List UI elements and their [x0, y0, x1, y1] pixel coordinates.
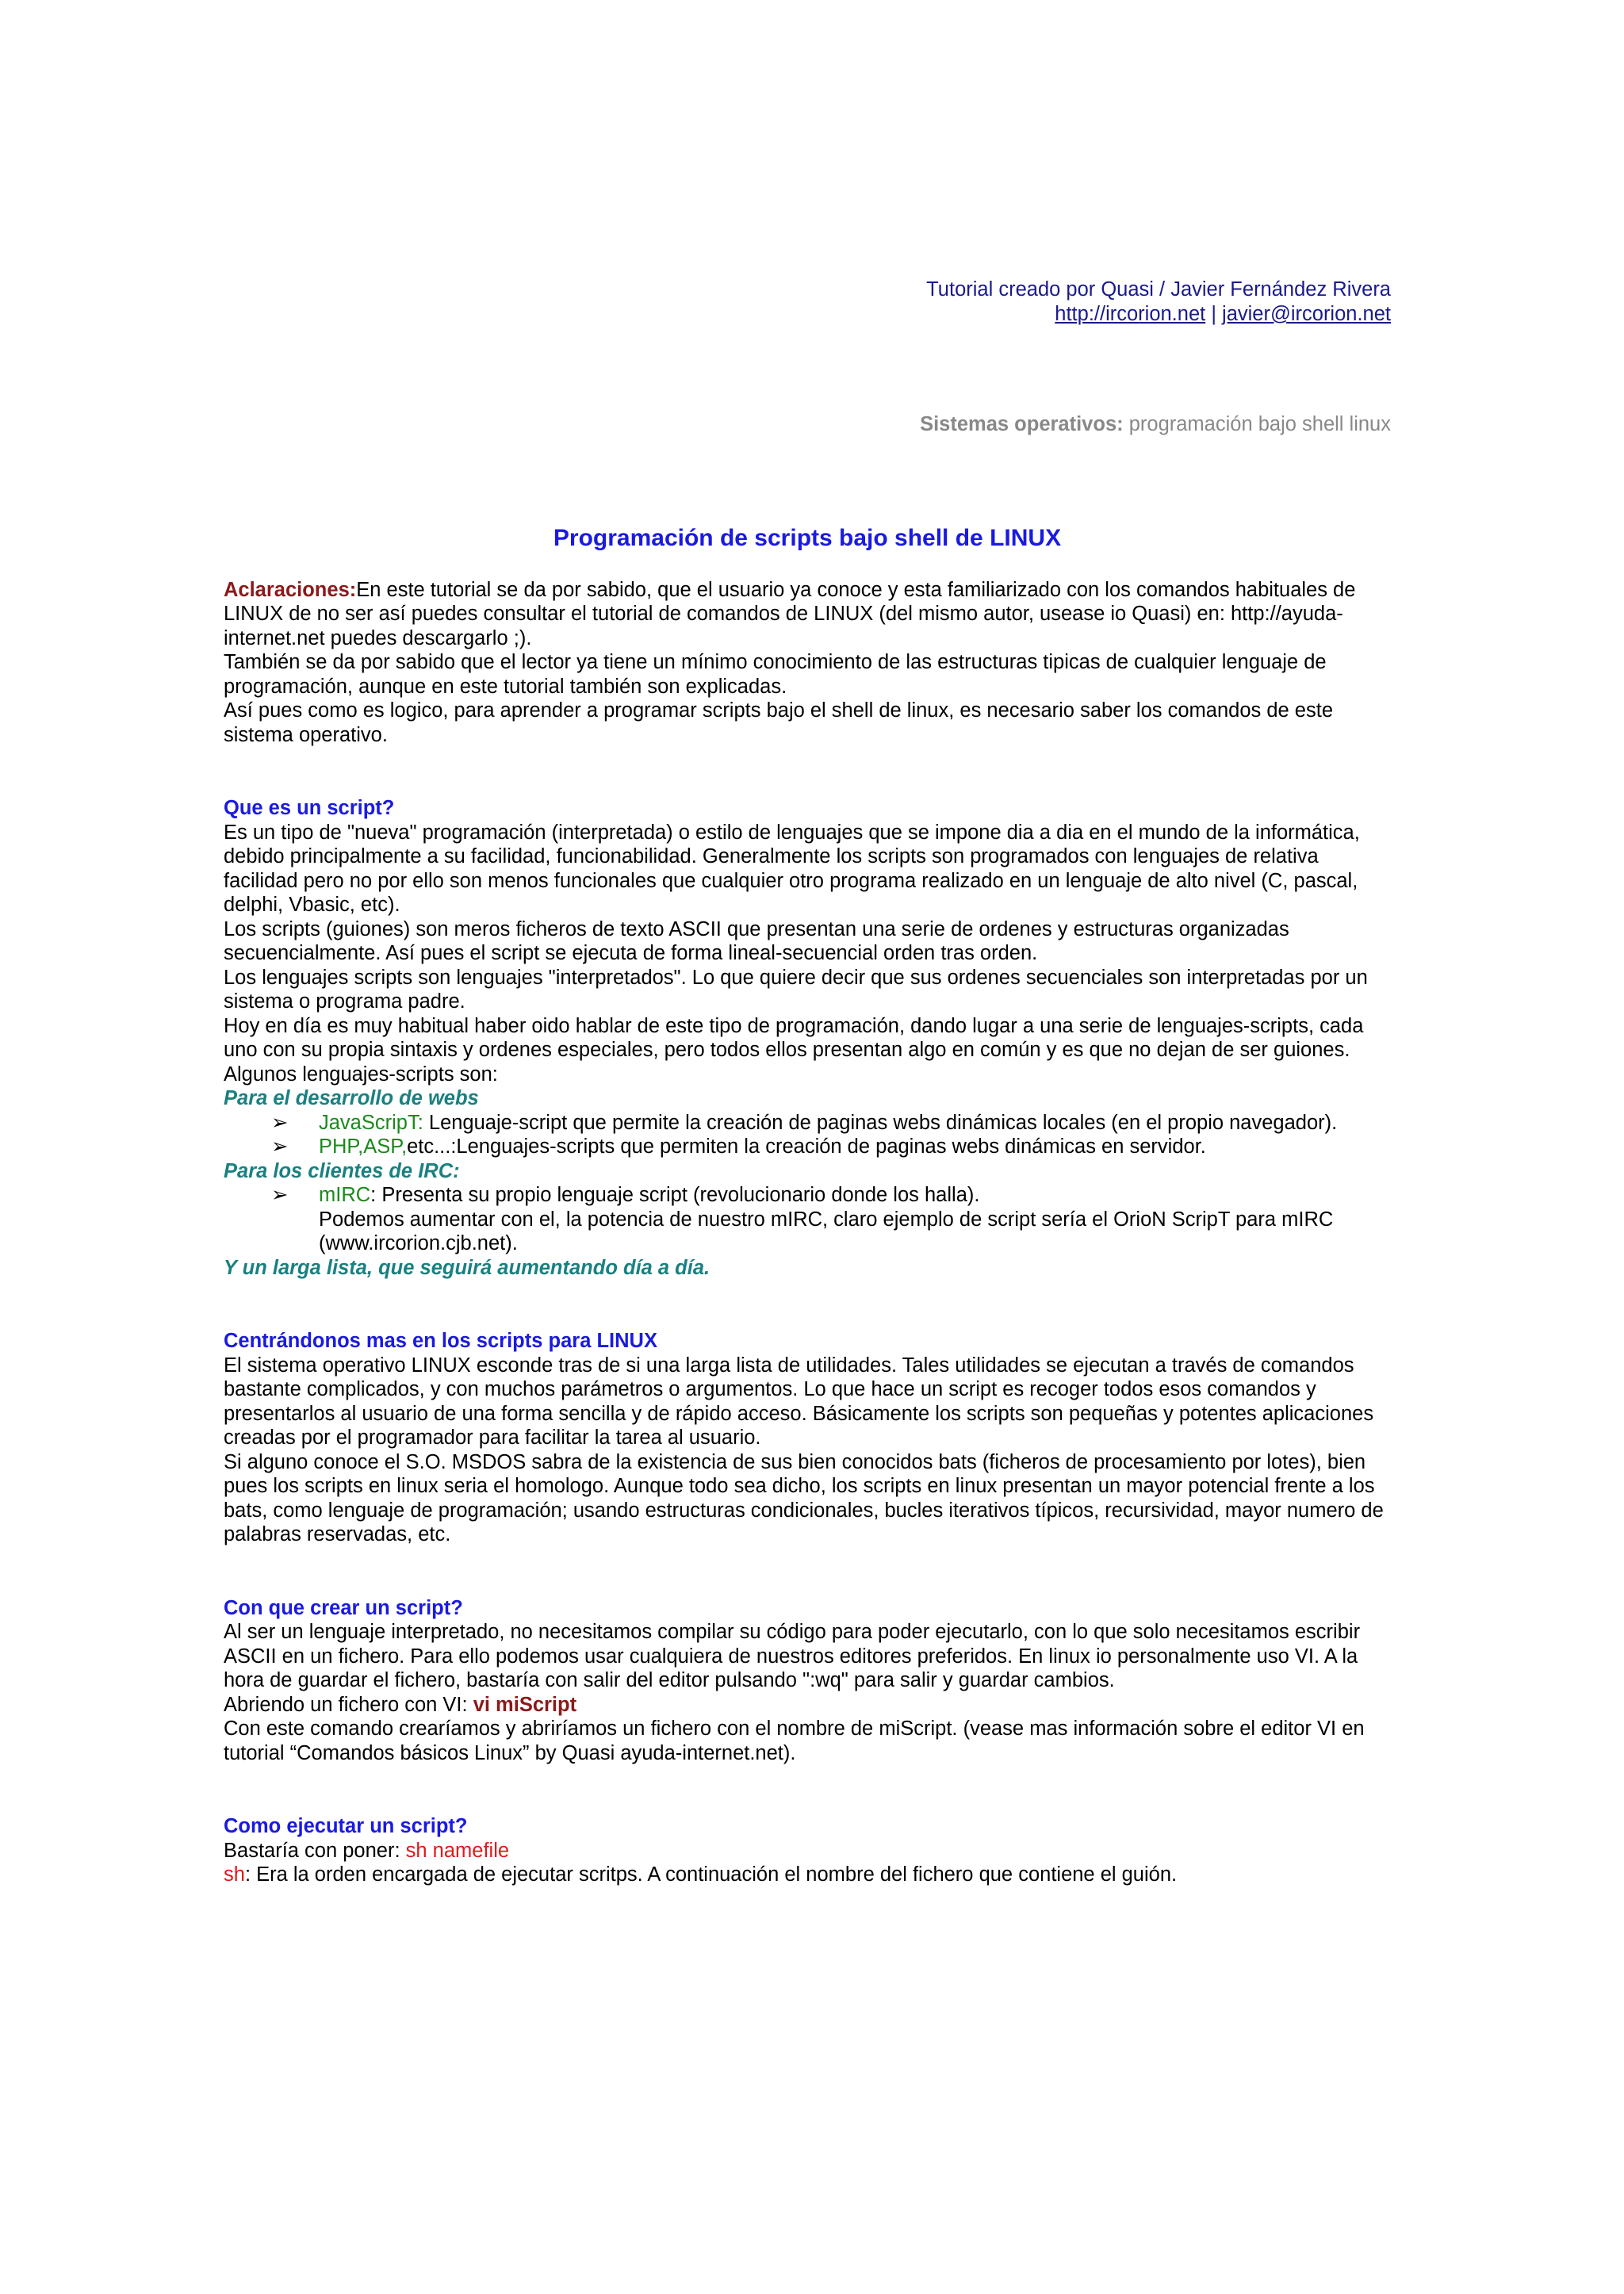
aclaraciones-text-3: Así pues como es logico, para aprender a programar scripts bajo el shell de linux, es necesario saber los comandos de este sistema operativo. [224, 699, 1334, 746]
irc-script-list [224, 1183, 1391, 1208]
paragraph: Los lenguajes scripts son lenguajes "interpretados". Lo que quiere decir que sus ordenes secuenciales son interpretadas por un sistema o programa padre. [224, 966, 1368, 1013]
sh-text: : Era la orden encargada de ejecutar scritps. A continuación el nombre del fichero que contiene el guión. [244, 1863, 1178, 1886]
section-title: Con que crear un script? [224, 1596, 463, 1619]
centrandonos-section [224, 1329, 1391, 1547]
section-title: Como ejecutar un script? [224, 1815, 468, 1837]
irc-more-paragraph: Podemos aumentar con el, la potencia de nuestro mIRC, claro ejemplo de script sería el OrioN ScripT para mIRC (www.ircorion.cjb.net). [319, 1208, 1334, 1254]
script-name: PHP,ASP, [319, 1136, 408, 1158]
script-desc: etc...:Lenguajes-scripts que permiten la creación de paginas webs dinámicas en servidor. [407, 1136, 1206, 1158]
aclaraciones-text: En este tutorial se da por sabido, que el usuario ya conoce y esta familiarizado con los comandos habituales de LINUX de no ser así puedes consultar el tutorial de comandos de LINUX (del mismo autor, usease io Quasi) en: http://ayuda-internet.net puedes descargarlo ;). [224, 578, 1356, 649]
sh-command: sh namefile [405, 1839, 510, 1862]
list-item [271, 1183, 1391, 1208]
paragraph: Al ser un lenguaje interpretado, no necesitamos compilar su código para poder ejecutarlo, con lo que solo necesitamos escribir ASCII en un fichero. Para ello podemos usar cualquiera de nuestros editores preferidos. En linux io personalmente uso VI. A la hora de guardar el fichero, bastaría con salir del editor pulsando ":wq" para salir y guardar cambios. [224, 1621, 1361, 1691]
ejecutar-section [224, 1814, 1391, 1887]
aclaraciones-text-2: También se da por sabido que el lector ya tiene un mínimo conocimiento de las estructuras tipicas de cualquier lenguaje de programación, aunque en este tutorial también son explicadas. [224, 651, 1327, 698]
author-line: Tutorial creado por Quasi / Javier Fernández Rivera [926, 278, 1391, 301]
paragraph: Los scripts (guiones) son meros ficheros de texto ASCII que presentan una serie de ordenes y estructuras organizadas secuencialmente. Así pues el script se ejecuta de forma lineal-secuencial orden tras orden. [224, 917, 1289, 964]
vi-command: vi miScript [473, 1693, 577, 1716]
sh-prefix: Bastaría con poner: [224, 1839, 406, 1862]
aclaraciones-label: Aclaraciones: [224, 578, 357, 601]
paragraph: Con este comando crearíamos y abriríamos un fichero con el nombre de miScript. (vease mas información sobre el editor VI en tutorial “Comandos básicos Linux” by Quasi ayuda-internet.net). [224, 1718, 1365, 1764]
arrow-bullet-icon: ➢ [271, 1184, 289, 1206]
email-link[interactable]: javier@ircorion.net [1222, 303, 1391, 325]
web-script-list [224, 1111, 1391, 1159]
arrow-bullet-icon: ➢ [271, 1136, 289, 1158]
script-desc: : Presenta su propio lenguaje script (revolucionario donde los halla). [370, 1184, 980, 1206]
page-title: Programación de scripts bajo shell de LINUX [553, 524, 1062, 551]
paragraph: Algunos lenguajes-scripts son: [224, 1063, 498, 1086]
list-item [271, 1135, 1391, 1159]
script-desc: Lenguaje-script que permite la creación de paginas webs dinámicas locales (en el propio navegador). [423, 1111, 1338, 1134]
que-es-section [224, 796, 1391, 1280]
crear-section [224, 1596, 1391, 1766]
document-header [224, 278, 1391, 327]
document-page [224, 278, 1391, 1887]
aclaraciones-section [224, 578, 1391, 748]
vi-prefix: Abriendo un fichero con VI: [224, 1693, 473, 1716]
category-line [224, 412, 1391, 437]
paragraph: El sistema operativo LINUX esconde tras de si una larga lista de utilidades. Tales utilidades se ejecutan a través de comandos bastante complicados, y con muchos parámetros o argumentos. Lo que hace un script es recoger todos esos comandos y presentarlos al usuario de una forma sencilla y de rápido acceso. Básicamente los scripts son pequeñas y potentes aplicaciones creadas por el programador para facilitar la tarea al usuario. [224, 1354, 1374, 1449]
category-value: programación bajo shell linux [1128, 413, 1391, 435]
link-separator: | [1211, 303, 1216, 325]
category-label: Sistemas operativos: [920, 413, 1124, 435]
paragraph: Si alguno conoce el S.O. MSDOS sabra de la existencia de sus bien conocidos bats (ficheros de procesamiento por lotes), bien pues los scripts en linux seria el homologo. Aunque todo sea dicho, los scripts en linux presentan un mayor potencial frente a los bats, como lenguaje de programación; usando estructuras condicionales, bucles iterativos típicos, recursividad, mayor numero de palabras reservadas, etc. [224, 1450, 1384, 1545]
script-name: JavaScripT: [319, 1111, 423, 1134]
section-title: Centrándonos mas en los scripts para LINUX [224, 1330, 657, 1352]
script-name: mIRC [319, 1184, 371, 1206]
arrow-bullet-icon: ➢ [271, 1111, 289, 1134]
paragraph: Hoy en día es muy habitual haber oido hablar de este tipo de programación, dando lugar a una serie de lenguajes-scripts, cada uno con su propia sintaxis y ordenes especiales, pero todos ellos presentan algo en común y es que no dejan de ser guiones. [224, 1014, 1364, 1061]
irc-subheading: Para los clientes de IRC: [224, 1159, 460, 1182]
closing-line: Y un larga lista, que seguirá aumentando día a día. [224, 1256, 710, 1279]
list-item [271, 1111, 1391, 1136]
paragraph: Es un tipo de "nueva" programación (interpretada) o estilo de lenguajes que se impone dia a dia en el mundo de la informática, debido principalmente a su facilidad, funcionabilidad. Generalmente los scripts son programados con lenguajes de relativa facilidad pero no por ello son menos funcionales que cualquier otro programa realizado en un lenguaje de alto nivel (C, pascal, delphi, Vbasic, etc). [224, 821, 1360, 916]
sh-explanation [224, 1863, 1391, 1887]
sh-keyword: sh [224, 1863, 245, 1886]
vi-command-line [224, 1693, 1391, 1718]
web-subheading: Para el desarrollo de webs [224, 1087, 479, 1109]
website-link[interactable]: http://ircorion.net [1055, 303, 1206, 325]
sh-command-line [224, 1839, 1391, 1863]
section-title: Que es un script? [224, 797, 395, 819]
header-links [224, 302, 1391, 327]
aclaraciones-paragraph [224, 578, 1391, 651]
